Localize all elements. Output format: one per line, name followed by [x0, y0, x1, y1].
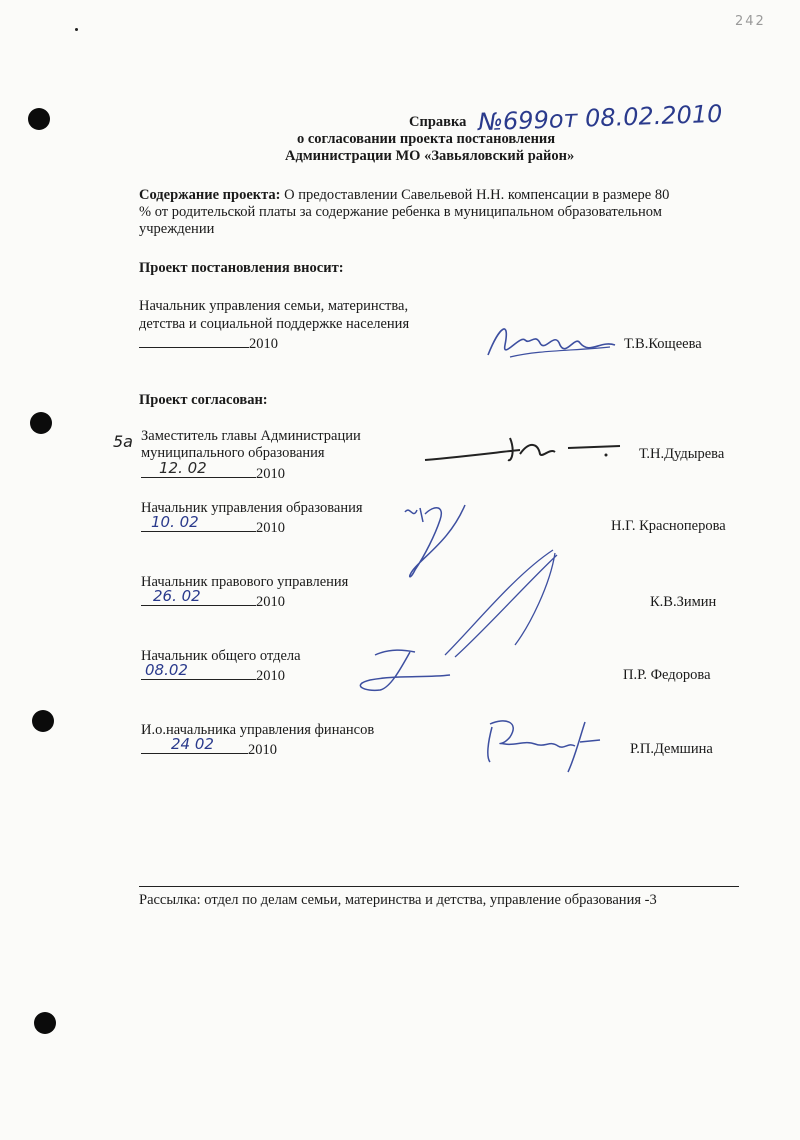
approval-5-year: 2010 [248, 742, 277, 758]
approval-4-date-line [141, 661, 285, 685]
content-line-1 [139, 187, 669, 204]
approval-4-year: 2010 [256, 668, 285, 684]
approval-2-date-line [141, 513, 285, 537]
content-line-2: % от родительской платы за содержание ребенка в муниципальном образовательном [139, 204, 662, 220]
content-line-3: учреждении [139, 221, 215, 237]
approval-3-title-1: Начальник правового управления [141, 574, 349, 590]
approval-3-date: 26. 02 [153, 587, 201, 605]
approval-2-date: 10. 02 [151, 513, 199, 531]
approval-1-year: 2010 [256, 466, 285, 482]
punch-hole-1 [28, 108, 50, 130]
approval-5-date-line [141, 735, 277, 759]
approvals-heading: Проект согласован: [139, 392, 268, 408]
punch-hole-2 [30, 412, 52, 434]
punch-hole-3 [32, 710, 54, 732]
submitter-heading: Проект постановления вносит: [139, 260, 344, 276]
submitter-title-1: Начальник управления семьи, материнства, [139, 298, 409, 314]
approval-1-title-2: муниципального образования [141, 445, 325, 461]
approval-1-date: 12. 02 [159, 459, 207, 477]
approval-1-title-1: Заместитель главы Администрации [141, 428, 361, 444]
submitter-name: Т.В.Кощеева [624, 336, 702, 352]
approval-3-date-line [141, 587, 285, 611]
signature-submitter [480, 315, 620, 370]
approval-4-date: 08.02 [145, 661, 188, 679]
approval-2-name: Н.Г. Красноперова [611, 518, 726, 534]
content-text-1: О предоставлении Савельевой Н.Н. компенсации в размере 80 [284, 187, 670, 203]
approval-4-title-1: Начальник общего отдела [141, 648, 301, 664]
submitter-date-line [139, 333, 278, 353]
submitter-year: 2010 [249, 336, 278, 352]
doc-subtitle-2: Администрации МО «Завьяловский район» [285, 148, 575, 164]
approval-5-name: Р.П.Демшина [630, 741, 713, 757]
approval-5-title-1: И.о.начальника управления финансов [141, 722, 375, 738]
approval-1-margin-note: 5а [113, 432, 133, 451]
signature-approval-4 [345, 640, 455, 700]
submitter-title-2: детства и социальной поддержке населения [139, 316, 410, 332]
signature-approval-1 [420, 430, 620, 470]
approval-2-year: 2010 [256, 520, 285, 536]
handwritten-doc-number: №699от 08.02.2010 [477, 99, 723, 137]
stray-dot [75, 28, 78, 31]
approval-1-name: Т.Н.Дудырева [639, 446, 725, 462]
corner-page-mark: 242 [735, 14, 766, 29]
approval-1-date-line [141, 459, 285, 483]
doc-subtitle-1: о согласовании проекта постановления [297, 131, 556, 147]
approval-4-name: П.Р. Федорова [623, 667, 711, 683]
approval-3-name: К.В.Зимин [650, 594, 717, 610]
approval-5-date: 24 02 [171, 735, 214, 753]
distribution-text: Рассылка: отдел по делам семьи, материнства и детства, управление образования -3 [139, 892, 657, 908]
approval-3-year: 2010 [256, 594, 285, 610]
distribution-rule [139, 886, 739, 887]
content-label: Содержание проекта: [139, 187, 281, 203]
doc-title: Справка [409, 114, 467, 130]
signature-approval-5 [480, 712, 610, 777]
approval-2-title-1: Начальник управления образования [141, 500, 363, 516]
punch-hole-4 [34, 1012, 56, 1034]
